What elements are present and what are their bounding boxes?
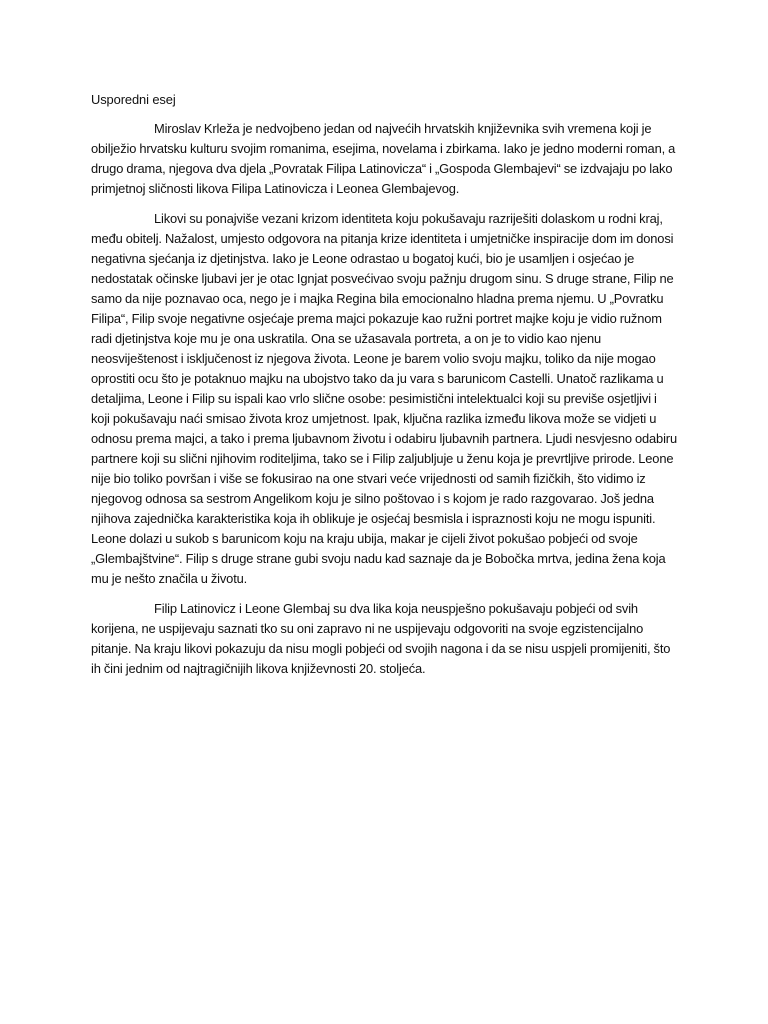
paragraph-introduction: Miroslav Krleža je nedvojbeno jedan od najvećih hrvatskih književnika svih vremena koji je obilježio hrvatsku kulturu svojim romanima, esejima, novelama i zbirkama. Iako je jedno moderni roman, a drugo drama, njegova dva djela „Povratak Filipa Latinovicza“ i „Gospoda Glembajevi“ se izdvajaju po lako primjetnoj sličnosti likova Filipa Latinovicza i Leonea Glembajevog.	[91, 121, 676, 196]
paragraph-comparison: Likovi su ponajviše vezani krizom identiteta koju pokušavaju razriješiti dolaskom u rodni kraj, među obitelj. Nažalost, umjesto odgovora na pitanja krize identiteta i umjetničke inspiracije dom im donosi negativna sjećanja iz djetinjstva. Iako je Leone odrastao u bogatoj kući, bio je usamljen i osjećao je nedostatak očinske ljubavi jer je otac Ignjat posvećivao svoju pažnju drugom sinu. S druge strane, Filip ne samo da nije poznavao oca, nego je i majka Regina bila emocionalno hladna prema njemu. U „Povratku Filipa“, Filip svoje negativne osjećaje prema majci pokazuje kao ružni portret majke koju je vidio ružnom radi djetinjstva koje mu je ona uskratila. Ona se užasavala portreta, a on je to vidio kao njenu neosviještenost i isključenost iz njegova života. Leone je barem volio svoju majku, toliko da nije mogao oprostiti ocu što je potaknuo majku na ubojstvo tako da ju vara s barunicom Castelli. Unatoč razlikama u detaljima, Leone i Filip su ispali kao vrlo slične osobe: pesimistični intelektualci koji su previše osjetljivi i koji pokušavaju naći smisao života kroz umjetnost. Ipak, ključna razlika između likova može se vidjeti u odnosu prema majci, a tako i prema ljubavnom životu i odabiru ljubavnih partnera. Ljudi nesvjesno odabiru partnere koji su slični njihovim roditeljima, tako se i Filip zaljubljuje u ženu koja je prevrtljive prirode. Leone nije bio toliko površan i više se fokusirao na one stvari veće vrijednosti od samih fizičkih, što vidimo iz njegovog odnosa sa sestrom Angelikom koju je silno poštovao i s kojom je rado razgovarao. Još jedna njihova zajednička karakteristika koja ih oblikuje je osjećaj besmisla i ispraznosti koju ne mogu ispuniti. Leone dolazi u sukob s barunicom koju na kraju ubija, makar je cijeli život pokušao pobjeći od svoje „Glembajštvine“. Filip s druge strane gubi svoju nadu kad saznaje da je Bobočka mrtva, jedina žena koja mu je nešto značila u životu.	[91, 211, 677, 586]
essay-title: Usporedni esej	[91, 92, 176, 107]
paragraph-conclusion: Filip Latinovicz i Leone Glembaj su dva lika koja neuspješno pokušavaju pobjeći od svih korijena, ne uspijevaju saznati tko su oni zapravo ni ne uspijevaju odgovoriti na svoje egzistencijalno pitanje. Na kraju likovi pokazuju da nisu mogli pobjeći od svojih nagona i da se nisu uspjeli promijeniti, što ih čini jednim od najtragičnijih likova književnosti 20. stoljeća.	[91, 601, 671, 676]
